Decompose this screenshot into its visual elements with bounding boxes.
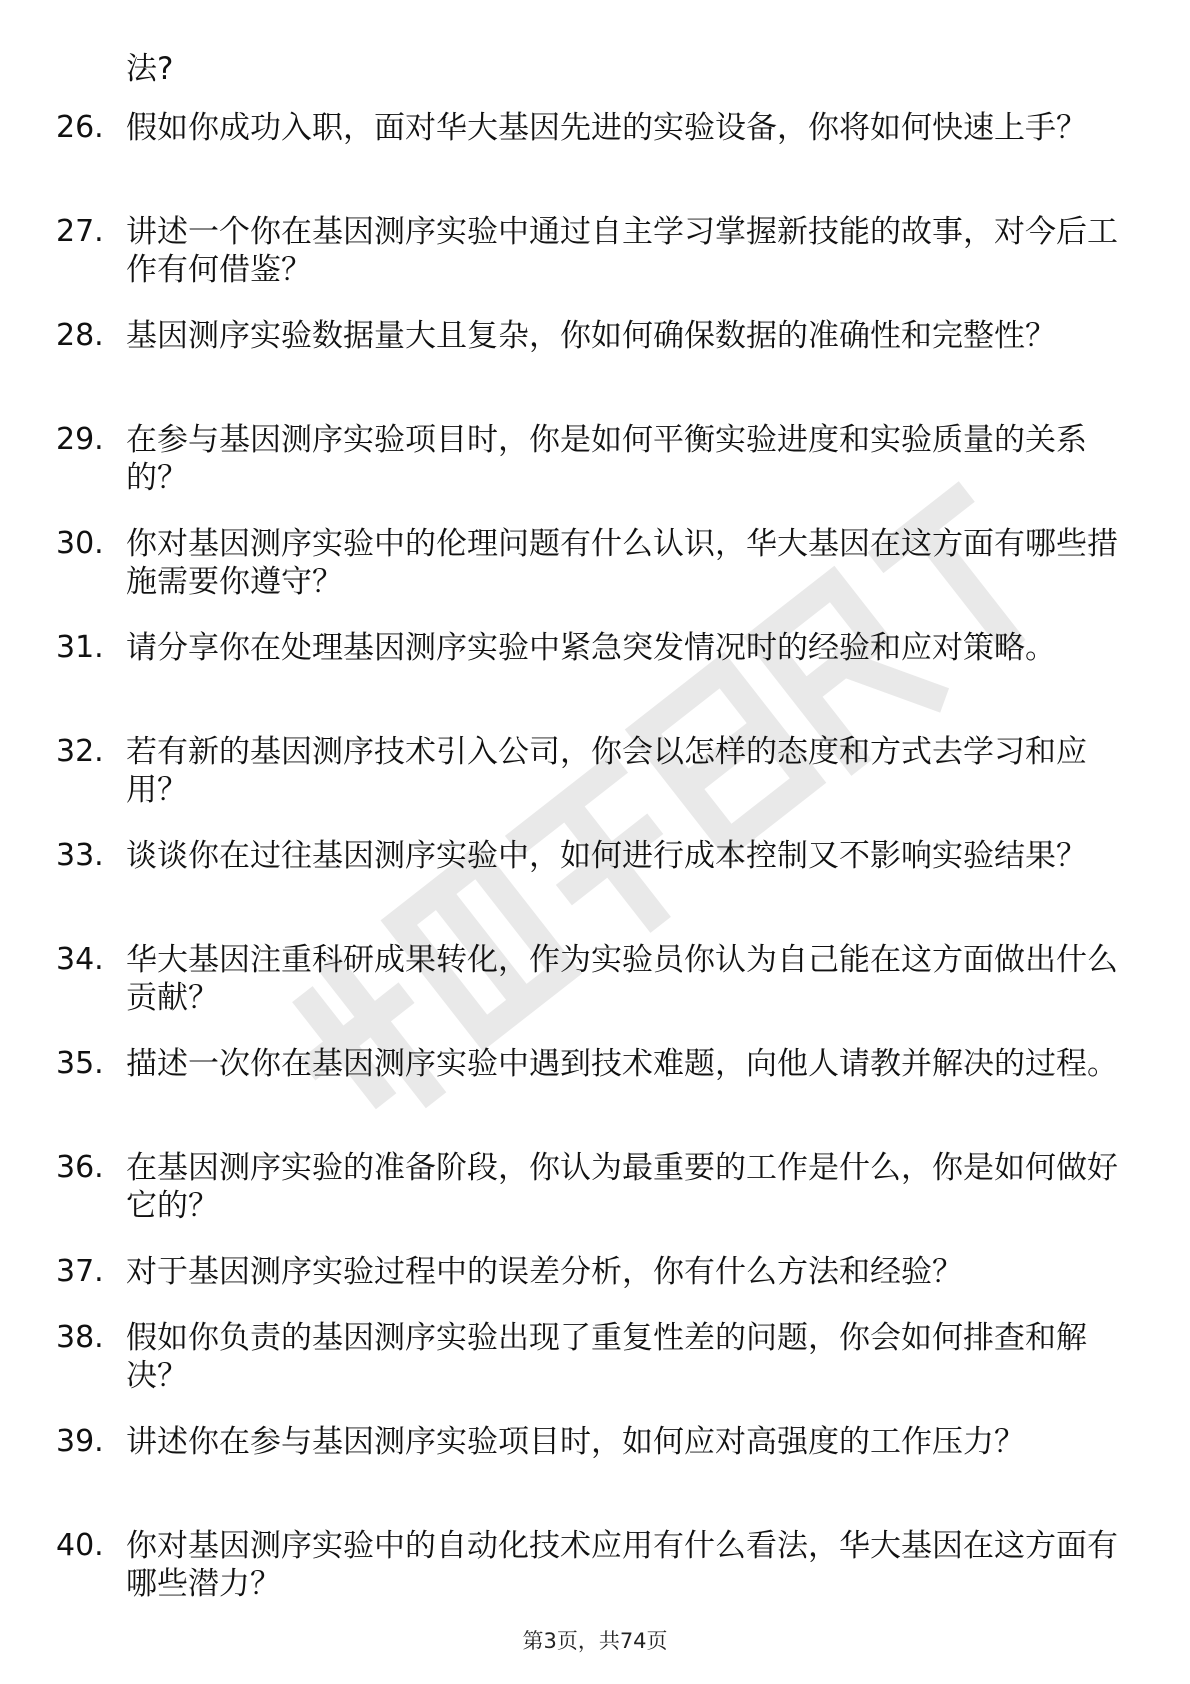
question-number: 32. [56, 734, 104, 769]
question-number: 28. [56, 318, 104, 353]
question-item [0, 941, 1190, 1045]
question-number: 35. [56, 1046, 104, 1081]
question-number: 31. [56, 630, 104, 665]
question-number: 38. [56, 1320, 104, 1355]
question-number: 27. [56, 214, 104, 249]
question-number: 39. [56, 1424, 104, 1459]
question-item [0, 213, 1190, 317]
continuation-text: 法? [126, 51, 174, 87]
question-item [0, 109, 1190, 213]
question-item [0, 733, 1190, 837]
question-text: 请分享你在处理基因测序实验中紧急突发情况时的经验和应对策略。 [126, 630, 1056, 666]
question-number: 30. [56, 526, 104, 561]
question-number: 29. [56, 422, 104, 457]
question-number: 37. [56, 1254, 104, 1289]
question-item [0, 1253, 1190, 1319]
question-text: 对于基因测序实验过程中的误差分析，你有什么方法和经验？ [126, 1254, 963, 1290]
question-item [0, 629, 1190, 733]
question-number: 33. [56, 838, 104, 873]
question-item [0, 317, 1190, 421]
question-text: 华大基因注重科研成果转化，作为实验员你认为自己能在这方面做出什么贡献？ [126, 942, 1118, 1016]
question-text: 假如你负责的基因测序实验出现了重复性差的问题，你会如何排查和解决？ [126, 1320, 1087, 1394]
question-text: 在基因测序实验的准备阶段，你认为最重要的工作是什么，你是如何做好它的？ [126, 1150, 1118, 1224]
question-text: 若有新的基因测序技术引入公司，你会以怎样的态度和方式去学习和应用？ [126, 734, 1087, 808]
question-number: 40. [56, 1528, 104, 1563]
question-text: 谈谈你在过往基因测序实验中，如何进行成本控制又不影响实验结果？ [126, 838, 1087, 874]
question-item [0, 525, 1190, 629]
question-item [0, 1423, 1190, 1527]
question-text: 假如你成功入职，面对华大基因先进的实验设备，你将如何快速上手？ [126, 110, 1087, 146]
page-footer: 第3页，共74页 [522, 1629, 668, 1653]
question-item [0, 421, 1190, 525]
question-item [0, 1527, 1190, 1631]
question-text: 你对基因测序实验中的伦理问题有什么认识，华大基因在这方面有哪些措施需要你遵守？ [126, 526, 1118, 600]
question-text: 你对基因测序实验中的自动化技术应用有什么看法，华大基因在这方面有哪些潜力？ [126, 1528, 1118, 1602]
question-number: 36. [56, 1150, 104, 1185]
question-number: 26. [56, 110, 104, 145]
question-item [0, 1319, 1190, 1423]
question-text: 描述一次你在基因测序实验中遇到技术难题，向他人请教并解决的过程。 [126, 1046, 1118, 1082]
question-item [0, 1045, 1190, 1149]
question-text: 讲述一个你在基因测序实验中通过自主学习掌握新技能的故事，对今后工作有何借鉴？ [126, 214, 1118, 288]
question-number: 34. [56, 942, 104, 977]
question-item [0, 1149, 1190, 1253]
question-item [0, 837, 1190, 941]
question-text: 在参与基因测序实验项目时，你是如何平衡实验进度和实验质量的关系的？ [126, 422, 1087, 496]
question-text: 讲述你在参与基因测序实验项目时，如何应对高强度的工作压力？ [126, 1424, 1025, 1460]
question-list [0, 109, 1190, 1631]
question-text: 基因测序实验数据量大且复杂，你如何确保数据的准确性和完整性？ [126, 318, 1056, 354]
